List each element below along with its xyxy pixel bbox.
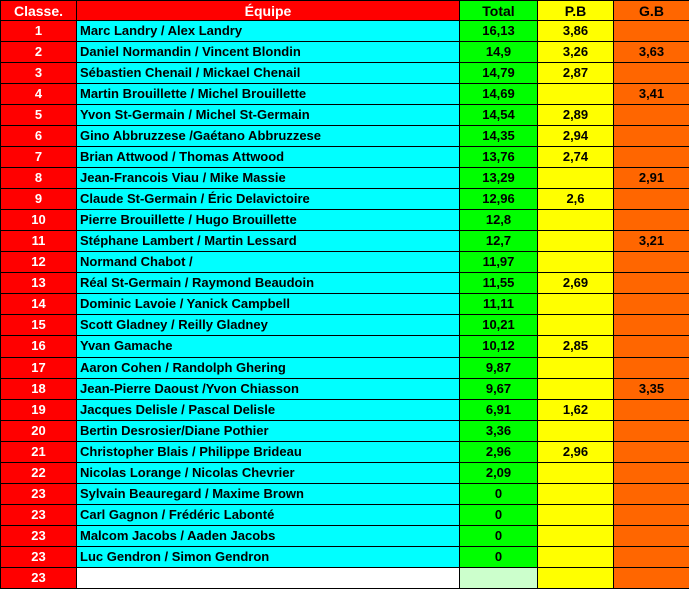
cell-total: 10,21 [460,315,538,336]
cell-total: 11,97 [460,252,538,273]
cell-total: 14,9 [460,42,538,63]
cell-classe: 19 [1,399,77,420]
cell-pb [538,504,614,525]
cell-gb: 3,63 [614,42,689,63]
cell-equipe: Sébastien Chenail / Mickael Chenail [77,63,460,84]
cell-classe: 21 [1,441,77,462]
cell-classe: 1 [1,21,77,42]
column-header-total: Total [460,1,538,21]
cell-equipe: Yvon St-Germain / Michel St-Germain [77,105,460,126]
cell-equipe: Carl Gagnon / Frédéric Labonté [77,504,460,525]
cell-total: 13,29 [460,168,538,189]
cell-classe: 4 [1,84,77,105]
cell-classe: 5 [1,105,77,126]
cell-classe: 23 [1,546,77,567]
cell-total: 2,09 [460,462,538,483]
cell-pb: 2,6 [538,189,614,210]
cell-equipe: Jean-Pierre Daoust /Yvon Chiasson [77,378,460,399]
cell-classe: 12 [1,252,77,273]
cell-classe: 23 [1,504,77,525]
cell-pb [538,294,614,315]
cell-pb: 2,96 [538,441,614,462]
cell-total: 10,12 [460,336,538,357]
cell-total: 0 [460,546,538,567]
cell-total: 14,69 [460,84,538,105]
column-header-gb: G.B [614,1,689,21]
cell-total: 14,35 [460,126,538,147]
cell-total: 0 [460,525,538,546]
table-row [1,567,689,588]
cell-gb [614,252,689,273]
cell-equipe: Dominic Lavoie / Yanick Campbell [77,294,460,315]
table-row [1,420,689,441]
cell-pb: 2,85 [538,336,614,357]
table-body [1,21,689,589]
table-row [1,63,689,84]
table-row [1,84,689,105]
cell-total: 12,7 [460,231,538,252]
cell-classe: 16 [1,336,77,357]
cell-total: 16,13 [460,21,538,42]
cell-classe: 8 [1,168,77,189]
cell-equipe: Gino Abbruzzese /Gaétano Abbruzzese [77,126,460,147]
table-row [1,21,689,42]
cell-classe: 7 [1,147,77,168]
cell-total: 11,55 [460,273,538,294]
table-row [1,189,689,210]
table-row [1,294,689,315]
cell-total: 12,8 [460,210,538,231]
cell-classe: 23 [1,525,77,546]
table-row [1,231,689,252]
cell-pb [538,210,614,231]
cell-classe: 13 [1,273,77,294]
cell-classe: 23 [1,483,77,504]
cell-pb [538,84,614,105]
cell-pb [538,378,614,399]
cell-pb: 2,74 [538,147,614,168]
cell-total: 6,91 [460,399,538,420]
cell-equipe: Claude St-Germain / Éric Delavictoire [77,189,460,210]
cell-equipe: Nicolas Lorange / Nicolas Chevrier [77,462,460,483]
cell-gb [614,294,689,315]
table-row [1,462,689,483]
cell-gb: 3,41 [614,84,689,105]
cell-pb [538,357,614,378]
cell-equipe: Malcom Jacobs / Aaden Jacobs [77,525,460,546]
table-row [1,441,689,462]
cell-equipe: Jacques Delisle / Pascal Delisle [77,399,460,420]
table-row [1,336,689,357]
table-row [1,504,689,525]
cell-classe: 23 [1,567,77,588]
cell-classe: 6 [1,126,77,147]
cell-pb [538,420,614,441]
cell-gb [614,441,689,462]
cell-pb: 3,86 [538,21,614,42]
cell-total: 9,67 [460,378,538,399]
cell-equipe [77,567,460,588]
cell-classe: 11 [1,231,77,252]
cell-total: 2,96 [460,441,538,462]
cell-equipe: Réal St-Germain / Raymond Beaudoin [77,273,460,294]
cell-gb [614,504,689,525]
cell-gb [614,105,689,126]
cell-classe: 17 [1,357,77,378]
cell-total: 14,79 [460,63,538,84]
table-row [1,42,689,63]
cell-total: 9,87 [460,357,538,378]
cell-equipe: Normand Chabot / [77,252,460,273]
cell-pb: 3,26 [538,42,614,63]
table-row [1,210,689,231]
cell-total: 0 [460,483,538,504]
table-row [1,252,689,273]
cell-classe: 9 [1,189,77,210]
column-header-pb: P.B [538,1,614,21]
cell-equipe: Aaron Cohen / Randolph Ghering [77,357,460,378]
column-header-equipe: Équipe [77,1,460,21]
cell-gb [614,546,689,567]
cell-equipe: Pierre Brouillette / Hugo Brouillette [77,210,460,231]
cell-gb [614,273,689,294]
cell-equipe: Bertin Desrosier/Diane Pothier [77,420,460,441]
cell-equipe: Scott Gladney / Reilly Gladney [77,315,460,336]
column-header-classe: Classe. [1,1,77,21]
cell-classe: 15 [1,315,77,336]
cell-equipe: Stéphane Lambert / Martin Lessard [77,231,460,252]
cell-classe: 20 [1,420,77,441]
cell-equipe: Yvan Gamache [77,336,460,357]
cell-pb [538,546,614,567]
cell-gb [614,315,689,336]
cell-gb [614,483,689,504]
cell-gb [614,210,689,231]
cell-gb [614,357,689,378]
cell-total: 0 [460,504,538,525]
cell-pb [538,525,614,546]
cell-pb [538,483,614,504]
cell-pb [538,168,614,189]
cell-pb [538,567,614,588]
table-row [1,378,689,399]
table-row [1,546,689,567]
cell-classe: 22 [1,462,77,483]
cell-gb [614,420,689,441]
cell-gb [614,399,689,420]
table-row [1,168,689,189]
cell-equipe: Christopher Blais / Philippe Brideau [77,441,460,462]
cell-equipe: Luc Gendron / Simon Gendron [77,546,460,567]
cell-gb [614,525,689,546]
cell-equipe: Daniel Normandin / Vincent Blondin [77,42,460,63]
cell-pb [538,231,614,252]
cell-total: 11,11 [460,294,538,315]
cell-total: 14,54 [460,105,538,126]
cell-pb [538,252,614,273]
table-header [1,1,689,21]
cell-pb: 2,69 [538,273,614,294]
cell-equipe: Marc Landry / Alex Landry [77,21,460,42]
cell-pb: 1,62 [538,399,614,420]
table-row [1,105,689,126]
cell-classe: 2 [1,42,77,63]
cell-classe: 18 [1,378,77,399]
cell-total [460,567,538,588]
cell-gb [614,63,689,84]
cell-gb [614,336,689,357]
cell-equipe: Brian Attwood / Thomas Attwood [77,147,460,168]
cell-gb: 3,35 [614,378,689,399]
cell-equipe: Martin Brouillette / Michel Brouillette [77,84,460,105]
cell-equipe: Jean-Francois Viau / Mike Massie [77,168,460,189]
cell-total: 3,36 [460,420,538,441]
cell-equipe: Sylvain Beauregard / Maxime Brown [77,483,460,504]
cell-gb: 3,21 [614,231,689,252]
cell-gb [614,189,689,210]
cell-gb [614,126,689,147]
cell-total: 12,96 [460,189,538,210]
table-row [1,483,689,504]
cell-classe: 3 [1,63,77,84]
table-row [1,315,689,336]
cell-gb [614,21,689,42]
table-row [1,126,689,147]
cell-pb: 2,94 [538,126,614,147]
cell-pb [538,462,614,483]
cell-classe: 14 [1,294,77,315]
cell-pb: 2,89 [538,105,614,126]
cell-pb [538,315,614,336]
table-row [1,273,689,294]
table-row [1,525,689,546]
cell-gb [614,567,689,588]
header-row [1,1,689,21]
cell-gb: 2,91 [614,168,689,189]
cell-gb [614,147,689,168]
table-row [1,357,689,378]
cell-classe: 10 [1,210,77,231]
table-row [1,399,689,420]
cell-total: 13,76 [460,147,538,168]
cell-gb [614,462,689,483]
table-row [1,147,689,168]
cell-pb: 2,87 [538,63,614,84]
